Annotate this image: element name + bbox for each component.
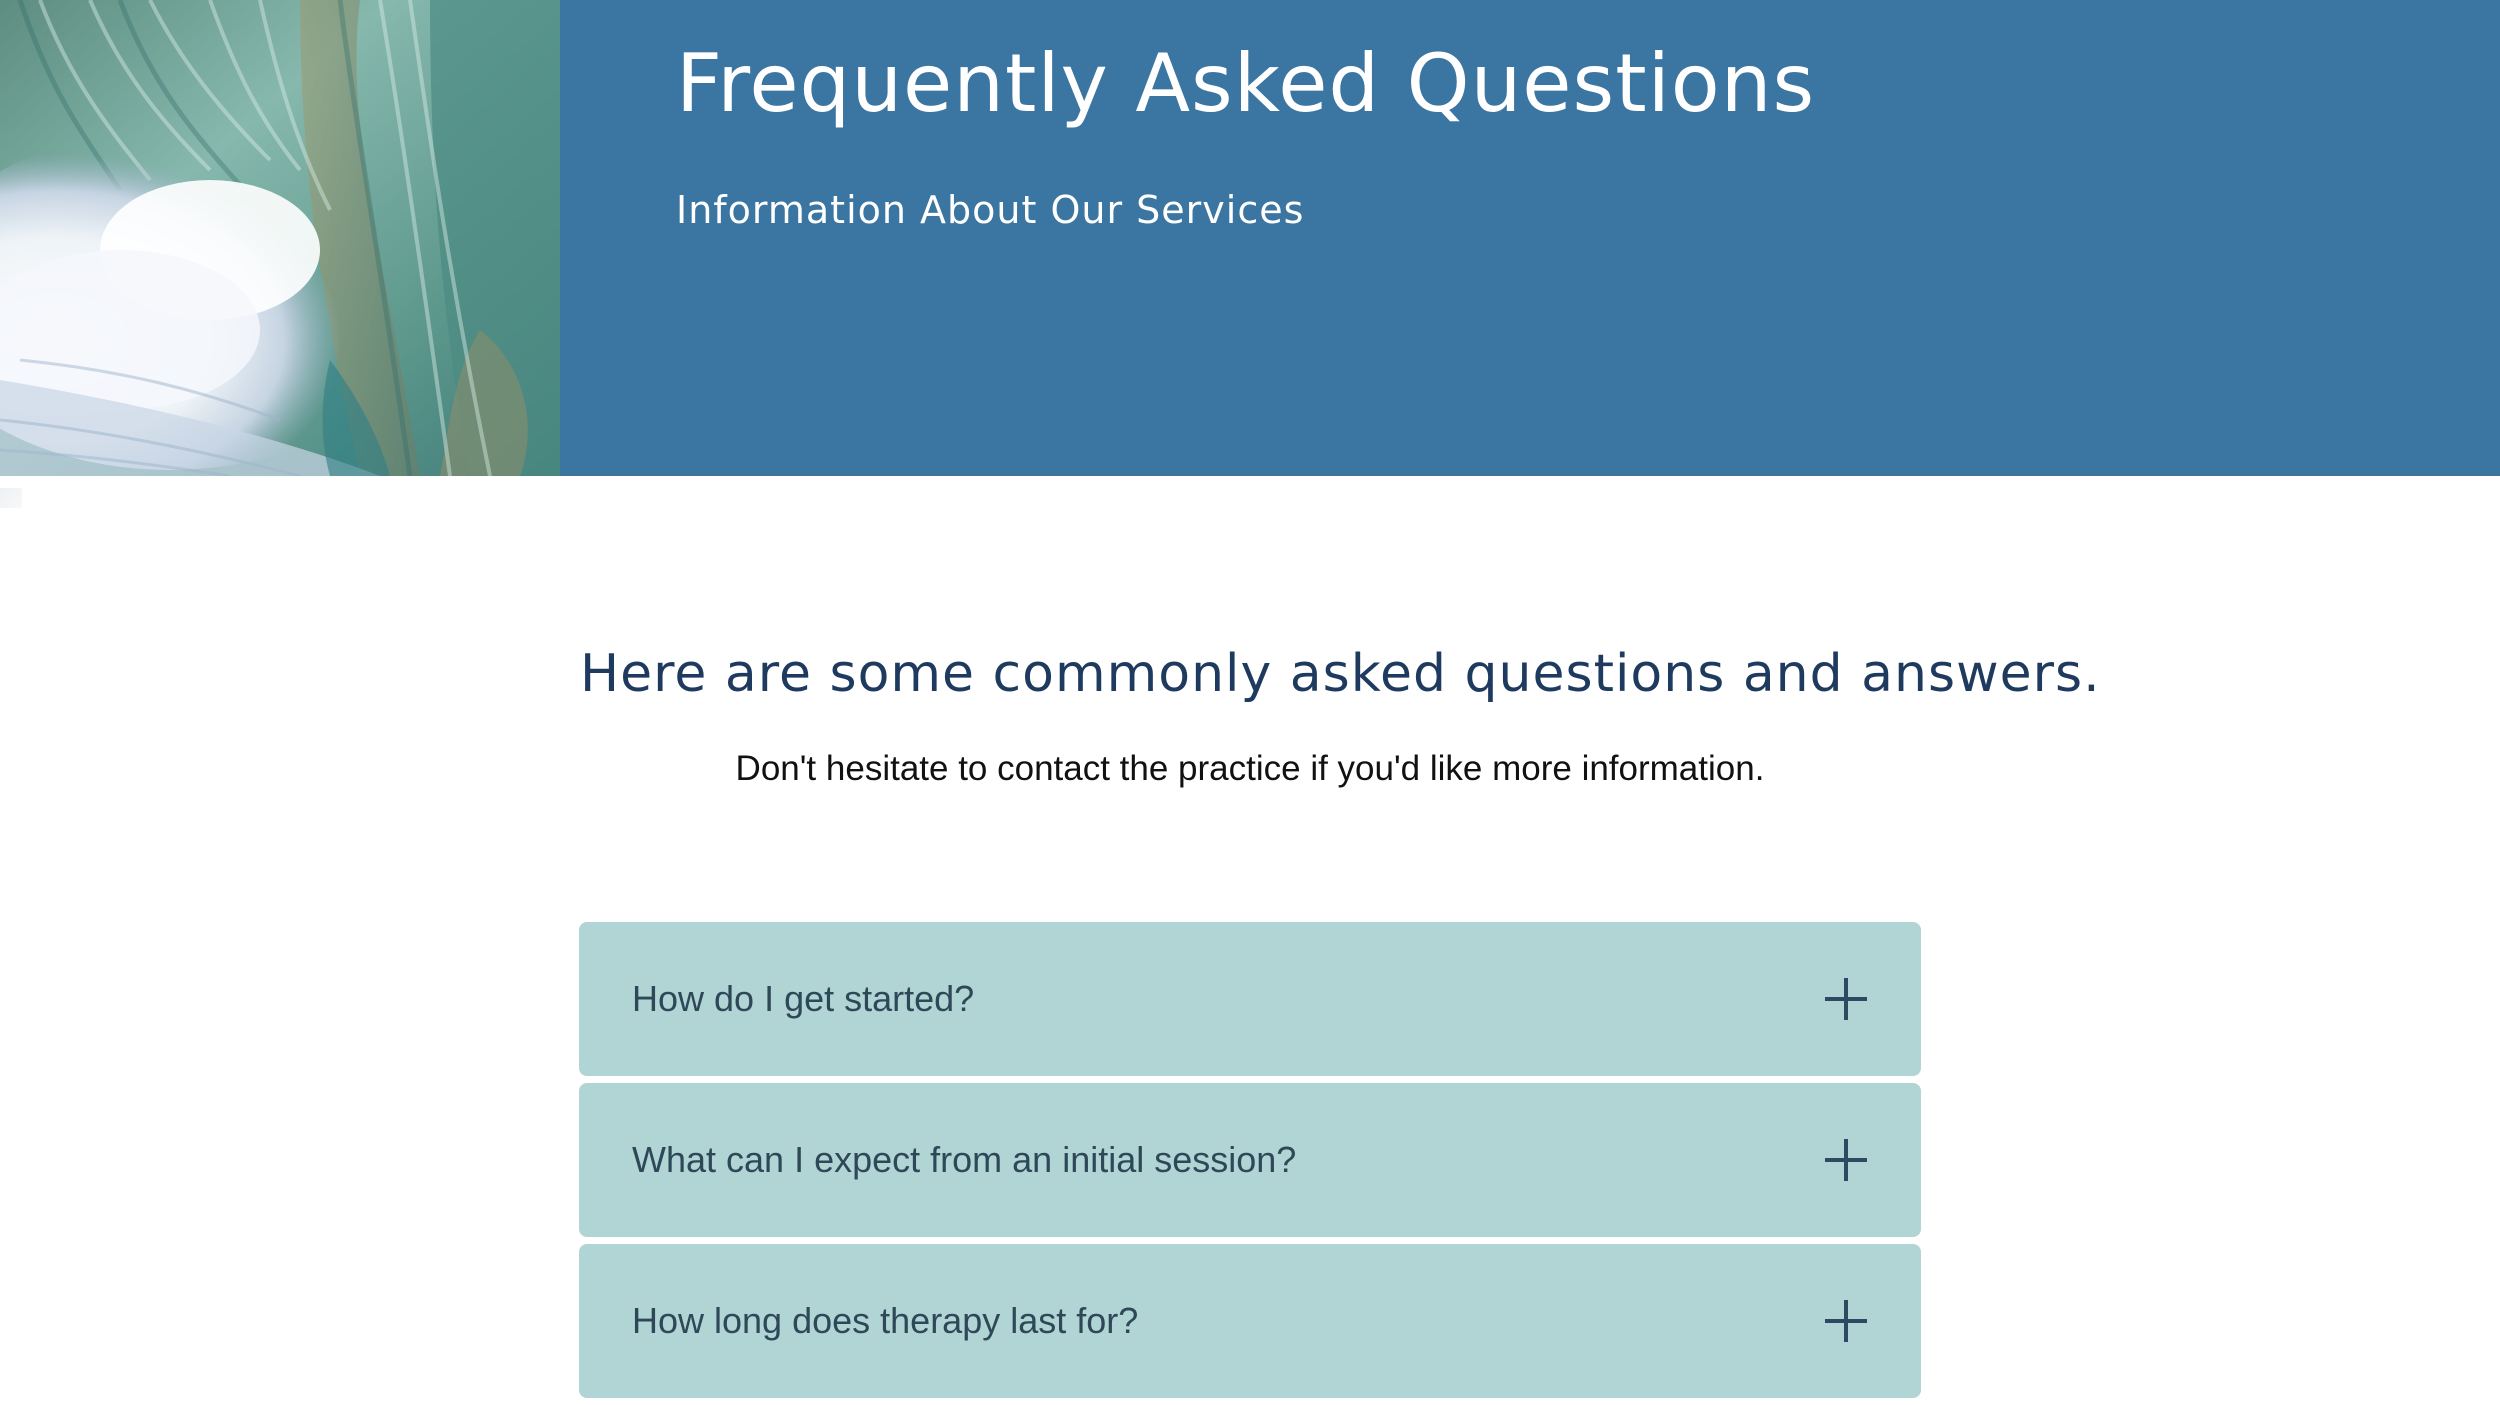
faq-intro-text: Don't hesitate to contact the practice if you'd like more information. (735, 749, 1765, 788)
plus-icon[interactable] (1823, 976, 1869, 1022)
faq-item[interactable] (579, 1083, 1921, 1237)
page-subtitle: Information About Our Services (676, 188, 1305, 232)
faq-item[interactable] (579, 922, 1921, 1076)
faq-question: How do I get started? (632, 978, 975, 1019)
plus-icon[interactable] (1823, 1137, 1869, 1183)
faq-accordion (579, 922, 1921, 1405)
hero-banner (0, 0, 2500, 476)
faq-item[interactable] (579, 1244, 1921, 1398)
plus-icon[interactable] (1823, 1298, 1869, 1344)
faq-intro (580, 636, 2101, 794)
waterfall-image (0, 0, 560, 476)
broken-image-icon (0, 488, 22, 508)
faq-heading: Here are some commonly asked questions and answers. (580, 644, 2101, 704)
faq-question: How long does therapy last for? (632, 1300, 1139, 1341)
page-title: Frequently Asked Questions (676, 37, 1816, 130)
faq-question: What can I expect from an initial session? (632, 1139, 1297, 1180)
